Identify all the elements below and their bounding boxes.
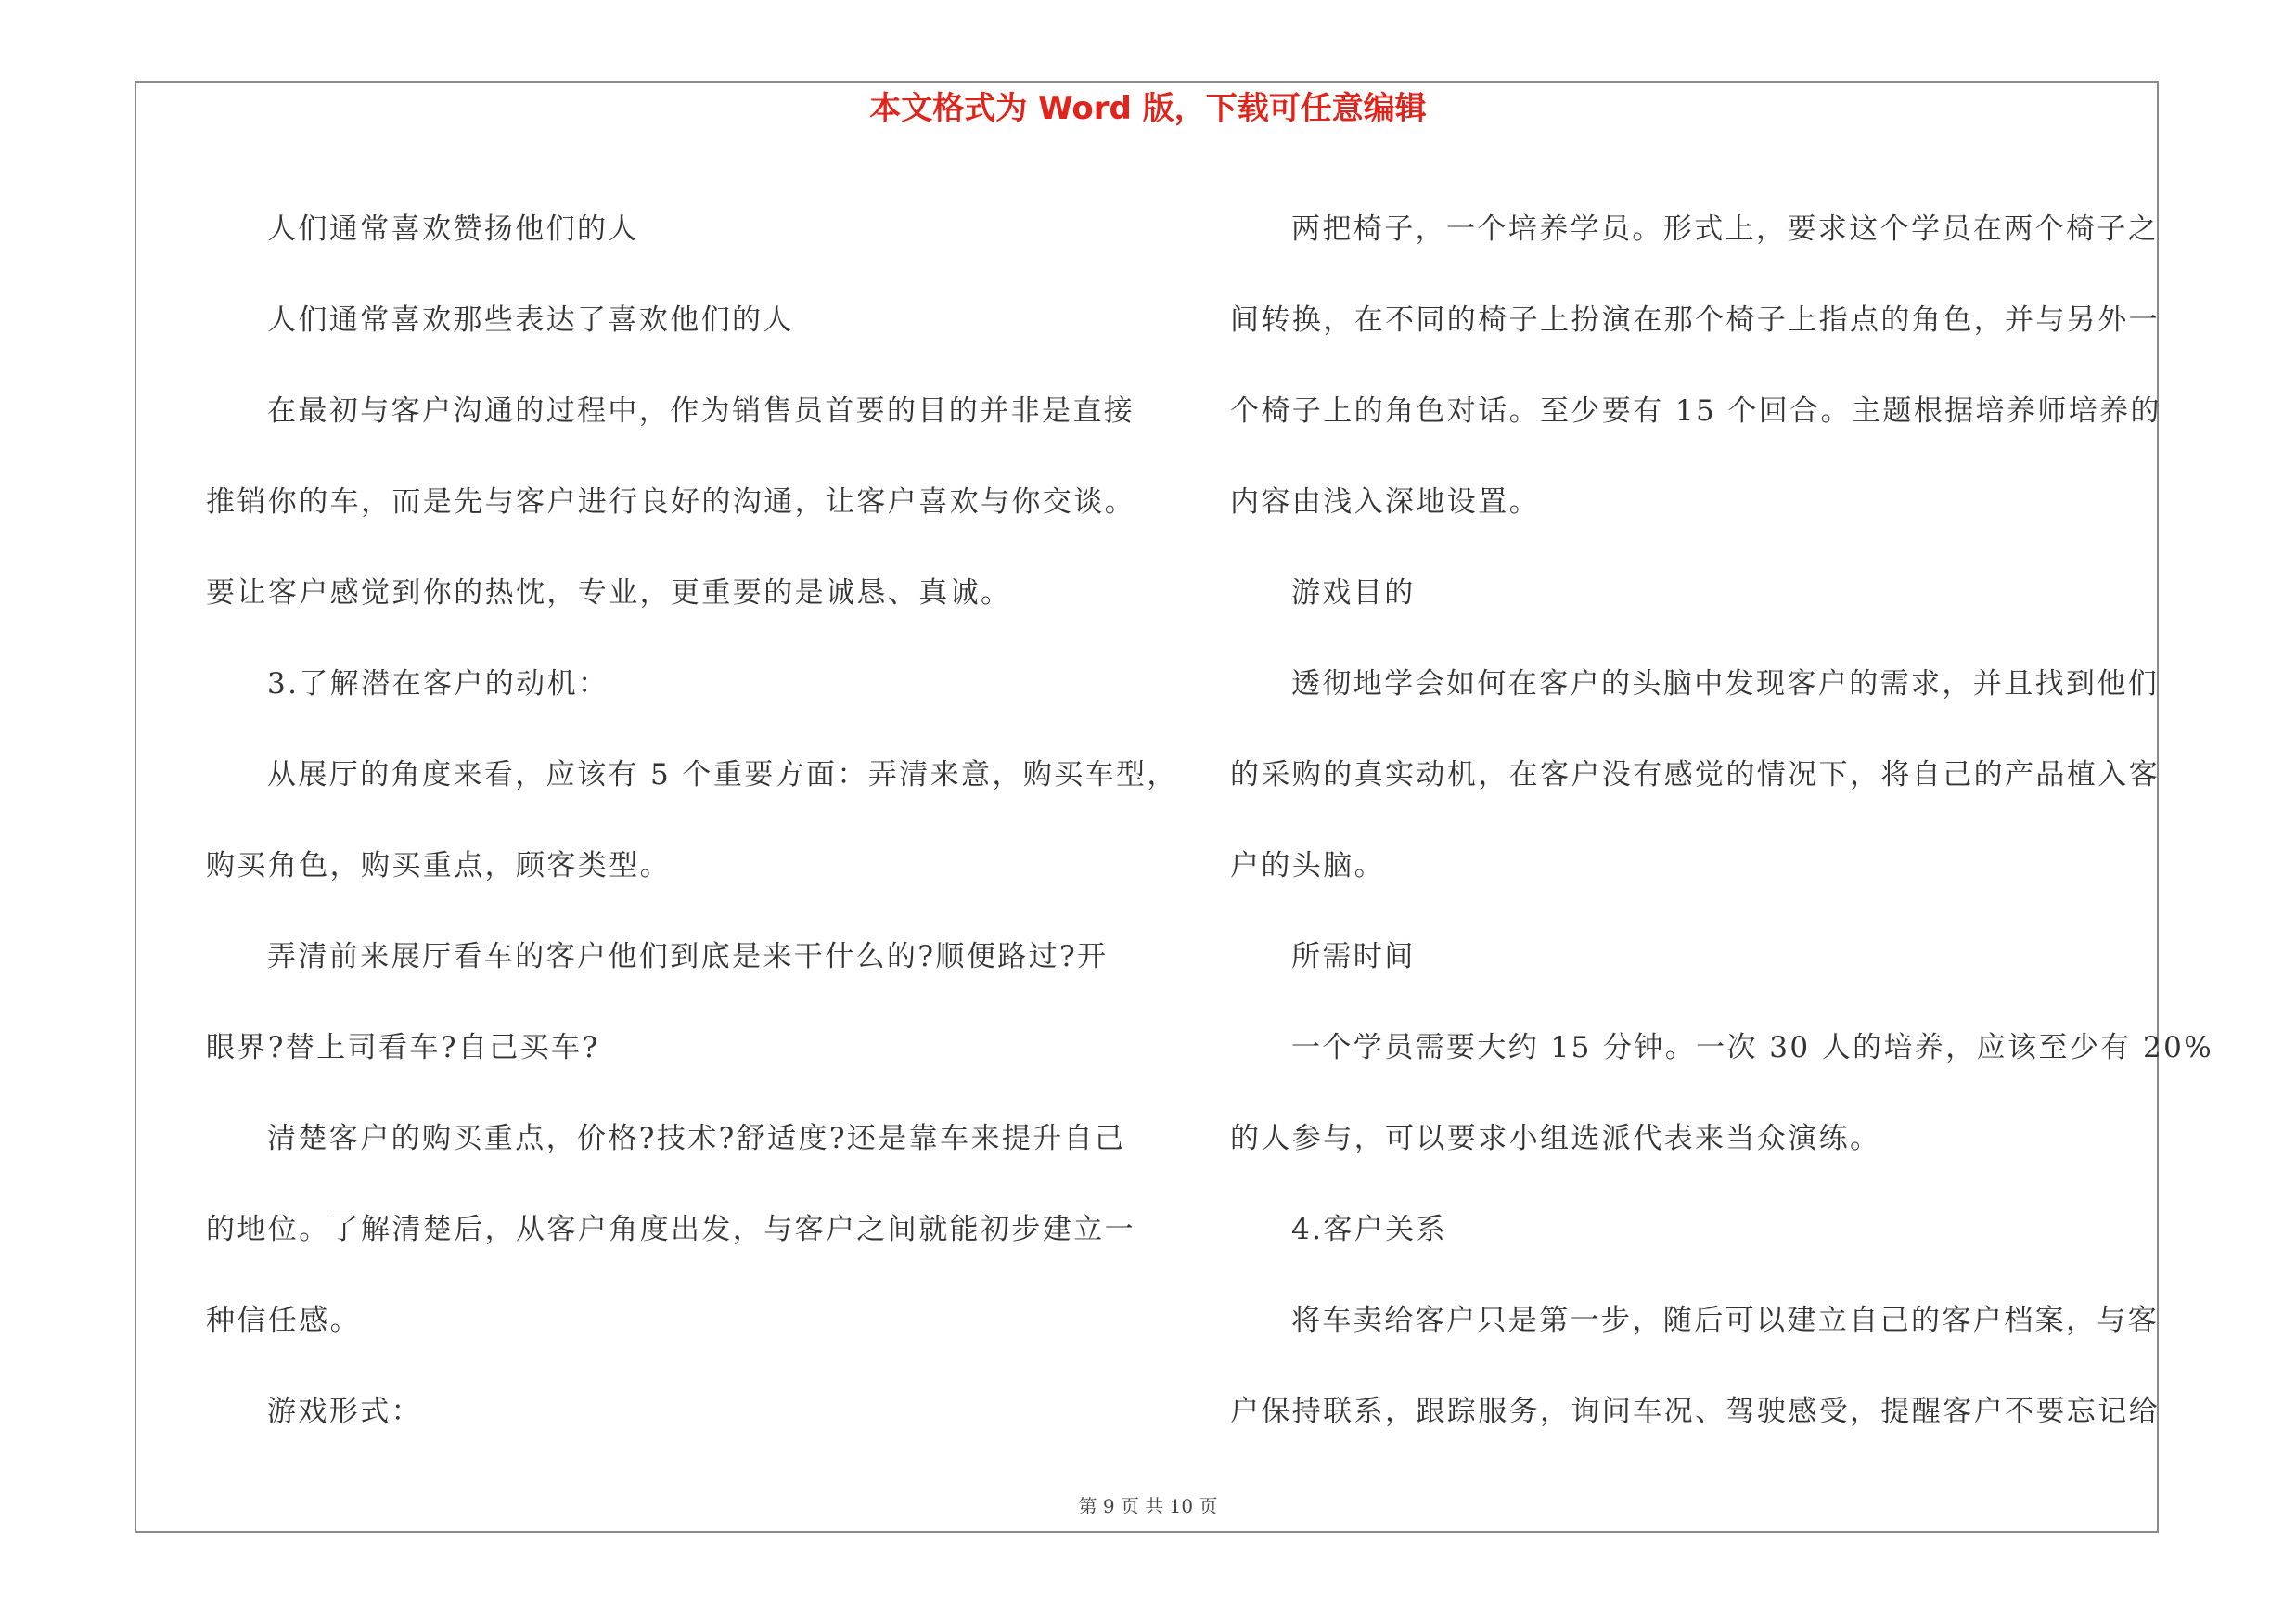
paragraph-line: 从展厅的角度来看，应该有 5 个重要方面：弄清来意，购买车型，: [267, 758, 1178, 792]
paragraph-line: 购买角色，购买重点，顾客类型。: [206, 849, 671, 882]
paragraph-line: 的采购的真实动机，在客户没有感觉的情况下，将自己的产品植入客: [1230, 758, 2160, 792]
paragraph-line: 的地位。了解清楚后，从客户角度出发，与客户之间就能初步建立一: [206, 1213, 1135, 1246]
section-heading: 所需时间: [1291, 940, 1416, 973]
paragraph-line: 人们通常喜欢那些表达了喜欢他们的人: [267, 303, 794, 337]
section-heading: 游戏形式：: [267, 1395, 422, 1428]
paragraph-line: 弄清前来展厅看车的客户他们到底是来干什么的?顺便路过?开: [267, 940, 1109, 973]
paragraph-line: 两把椅子，一个培养学员。形式上，要求这个学员在两个椅子之: [1291, 213, 2160, 246]
paragraph-line: 在最初与客户沟通的过程中，作为销售员首要的目的并非是直接: [267, 394, 1135, 428]
paragraph-line: 眼界?替上司看车?自己买车?: [206, 1031, 600, 1064]
paragraph-line: 一个学员需要大约 15 分钟。一次 30 人的培养，应该至少有 20%: [1291, 1031, 2214, 1064]
document-banner: 本文格式为 Word 版，下载可任意编辑: [869, 90, 1427, 127]
section-heading: 3.了解潜在客户的动机：: [267, 667, 609, 701]
paragraph-line: 推销你的车，而是先与客户进行良好的沟通，让客户喜欢与你交谈。: [206, 485, 1135, 519]
paragraph-line: 户的头脑。: [1230, 849, 1385, 882]
paragraph-line: 人们通常喜欢赞扬他们的人: [267, 213, 639, 246]
paragraph-line: 户保持联系，跟踪服务，询问车况、驾驶感受，提醒客户不要忘记给: [1230, 1395, 2160, 1428]
paragraph-line: 的人参与，可以要求小组选派代表来当众演练。: [1230, 1122, 1881, 1155]
paragraph-line: 要让客户感觉到你的热忱，专业，更重要的是诚恳、真诚。: [206, 576, 1012, 610]
paragraph-line: 内容由浅入深地设置。: [1230, 485, 1540, 519]
section-heading: 4.客户关系: [1291, 1213, 1447, 1246]
right-column: [1230, 184, 2214, 1457]
section-heading: 游戏目的: [1291, 576, 1416, 610]
paragraph-line: 间转换，在不同的椅子上扮演在那个椅子上指点的角色，并与另外一: [1230, 303, 2160, 337]
paragraph-line: 清楚客户的购买重点，价格?技术?舒适度?还是靠车来提升自己: [267, 1122, 1126, 1155]
page-number: 第 9 页 共 10 页: [1078, 1495, 1218, 1517]
paragraph-line: 个椅子上的角色对话。至少要有 15 个回合。主题根据培养师培养的: [1230, 394, 2161, 428]
left-column: [206, 184, 1178, 1457]
paragraph-line: 种信任感。: [206, 1304, 361, 1337]
paragraph-line: 透彻地学会如何在客户的头脑中发现客户的需求，并且找到他们: [1291, 667, 2160, 701]
paragraph-line: 将车卖给客户只是第一步，随后可以建立自己的客户档案，与客: [1291, 1304, 2160, 1337]
